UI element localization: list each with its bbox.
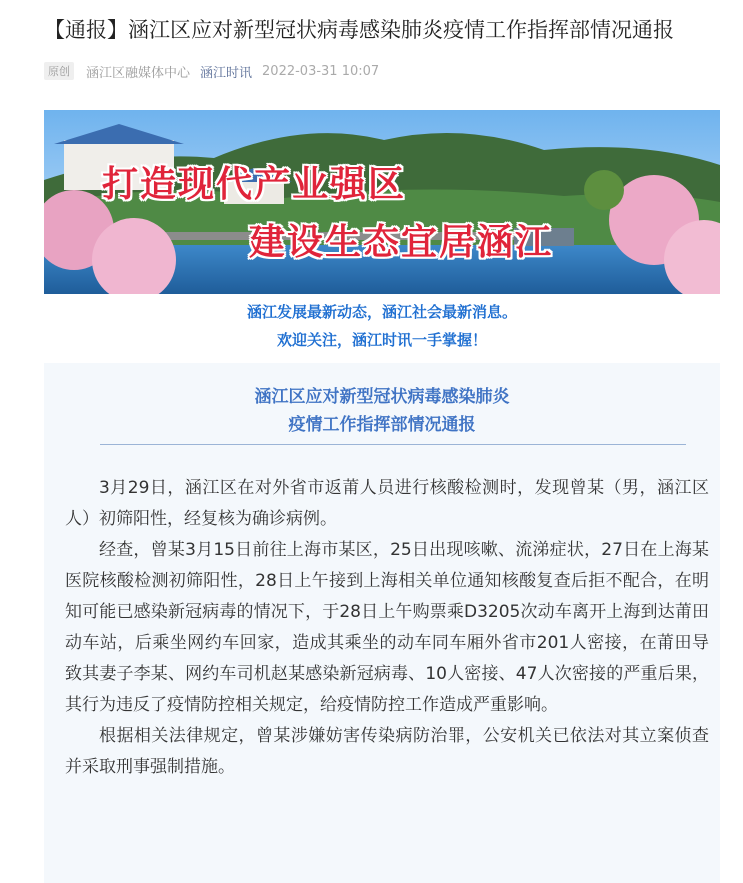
- article-meta: [44, 60, 379, 82]
- account-link[interactable]: 涵江时讯: [200, 65, 253, 81]
- tagline-line-2: 欢迎关注，涵江时讯一手掌握！: [276, 331, 487, 349]
- publish-date: 2022-03-31 10:07: [262, 63, 380, 79]
- article-title: 【通报】涵江区应对新型冠状病毒感染肺炎疫情工作指挥部情况通报: [44, 18, 674, 42]
- notice-title-line-2: 疫情工作指挥部情况通报: [288, 415, 476, 435]
- notice-panel: [44, 363, 720, 883]
- tagline-line-1: 涵江发展最新动态，涵江社会最新消息。: [246, 303, 517, 321]
- paragraph: 根据相关法律规定，曾某涉嫌妨害传染病防治罪，公安机关已依法对其立案侦查并采取刑事强制措施。: [65, 726, 709, 777]
- title-divider: [100, 444, 686, 445]
- paragraph: 经查，曾某3月15日前往上海市某区，25日出现咳嗽、流涕症状，27日在上海某医院核酸检测初筛阳性，28日上午接到上海相关单位通知核酸复查后拒不配合，在明知可能已感染新冠病毒的情况下，于28日上午购票乘D3205次动车离开上海到达莆田动车站，后乘坐网约车回家，造成其乘坐的动车同车厢外省市201人密接，在莆田导致其妻子李某、网约车司机赵某感染新冠病毒、10人密接、47人次密接的严重后果，其行为违反了疫情防控相关规定，给疫情防控工作造成严重影响。: [65, 540, 709, 715]
- banner-slogan-2: 建设生态宜居涵江: [249, 221, 554, 263]
- paragraph: 3月29日，涵江区在对外省市返莆人员进行核酸检测时，发现曾某（男，涵江区人）初筛阳性，经复核为确诊病例。: [65, 478, 709, 529]
- banner-image: [44, 110, 720, 294]
- notice-body: [65, 473, 709, 783]
- author-name: 涵江区融媒体中心: [86, 65, 191, 81]
- original-badge: 原创: [44, 62, 74, 80]
- banner-slogan-1: 打造现代产业强区: [102, 163, 407, 205]
- notice-title-line-1: 涵江区应对新型冠状病毒感染肺炎: [254, 387, 510, 407]
